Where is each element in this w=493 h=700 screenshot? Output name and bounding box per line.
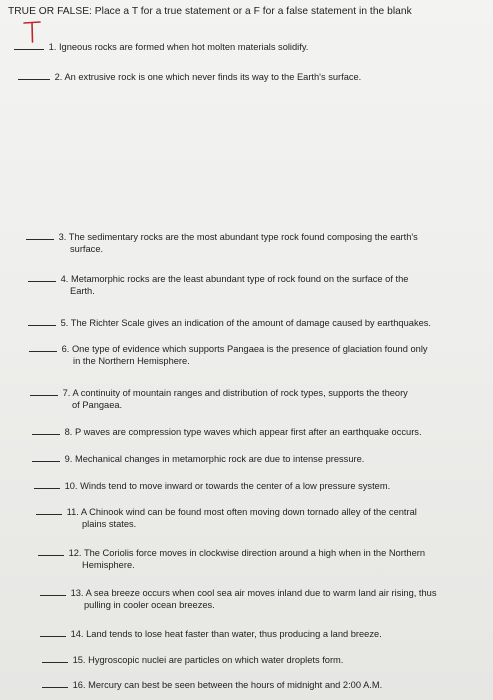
question-16-number: 16. bbox=[72, 680, 86, 690]
question-16 bbox=[42, 678, 382, 692]
question-11-text: A Chinook wind can be found most often moving down tornado alley of the central bbox=[80, 507, 417, 517]
question-13-text: A sea breeze occurs when cool sea air moves inland due to warm land air rising, thus bbox=[85, 588, 437, 598]
question-7-text: A continuity of mountain ranges and distribution of rock types, supports the theory bbox=[72, 388, 408, 398]
question-3-text: The sedimentary rocks are the most abundant type rock found composing the earth's bbox=[68, 232, 418, 242]
question-4-text-cont: Earth. bbox=[70, 285, 95, 296]
question-9-text: Mechanical changes in metamorphic rock are due to intense pressure. bbox=[74, 454, 365, 464]
answer-blank-11[interactable] bbox=[36, 505, 62, 515]
question-4-text: Metamorphic rocks are the least abundant type of rock found on the surface of the bbox=[70, 274, 409, 284]
question-11-text-cont: plains states. bbox=[82, 518, 137, 529]
question-12-number: 12. bbox=[68, 548, 82, 558]
question-5-text: The Richter Scale gives an indication of the amount of damage caused by earthquakes. bbox=[70, 318, 431, 328]
question-6 bbox=[29, 342, 428, 367]
question-5 bbox=[28, 316, 431, 330]
question-11-number: 11. bbox=[66, 507, 79, 517]
question-5-number: 5. bbox=[60, 318, 69, 328]
question-7-number: 7. bbox=[62, 388, 71, 398]
answer-blank-12[interactable] bbox=[38, 546, 64, 556]
question-14-text: Land tends to lose heat faster than water, thus producing a land breeze. bbox=[86, 629, 382, 639]
answer-blank-10[interactable] bbox=[34, 479, 60, 489]
question-9 bbox=[32, 452, 364, 466]
question-4-number: 4. bbox=[60, 274, 69, 284]
answer-blank-6[interactable] bbox=[29, 342, 57, 352]
question-6-text: One type of evidence which supports Pangaea is the presence of glaciation found only bbox=[71, 344, 428, 354]
answer-blank-13[interactable] bbox=[40, 586, 66, 596]
question-13 bbox=[40, 586, 437, 611]
answer-blank-7[interactable] bbox=[30, 386, 58, 396]
answer-blank-14[interactable] bbox=[40, 627, 66, 637]
question-9-number: 9. bbox=[64, 454, 73, 464]
answer-blank-2[interactable] bbox=[18, 70, 50, 80]
answer-blank-3[interactable] bbox=[26, 230, 54, 240]
question-3-text-cont: surface. bbox=[70, 243, 104, 254]
question-10 bbox=[34, 479, 390, 493]
question-8 bbox=[32, 425, 422, 439]
question-15-number: 15. bbox=[72, 655, 86, 665]
question-14 bbox=[40, 627, 382, 641]
answer-blank-9[interactable] bbox=[32, 452, 60, 462]
question-2 bbox=[18, 70, 361, 84]
answer-blank-1[interactable] bbox=[14, 40, 44, 50]
question-6-number: 6. bbox=[61, 344, 70, 354]
question-7 bbox=[30, 386, 408, 411]
answer-blank-16[interactable] bbox=[42, 678, 68, 688]
question-6-text-cont: in the Northern Hemisphere. bbox=[73, 355, 190, 366]
question-16-text: Mercury can best be seen between the hours of midnight and 2:00 A.M. bbox=[88, 680, 383, 690]
answer-blank-15[interactable] bbox=[42, 653, 68, 663]
question-10-text: Winds tend to move inward or towards the center of a low pressure system. bbox=[80, 481, 391, 491]
question-2-number: 2. bbox=[54, 72, 63, 82]
question-14-number: 14. bbox=[70, 629, 84, 639]
question-1-number: 1. bbox=[48, 42, 57, 52]
question-12-text-cont: Hemisphere. bbox=[82, 559, 135, 570]
question-13-number: 13. bbox=[70, 588, 84, 598]
question-8-text: P waves are compression type waves which appear first after an earthquake occurs. bbox=[74, 427, 422, 437]
question-15 bbox=[42, 653, 343, 667]
question-13-text-cont: pulling in cooler ocean breezes. bbox=[84, 599, 215, 610]
question-4 bbox=[28, 272, 408, 297]
question-12-text: The Coriolis force moves in clockwise direction around a high when in the Northern bbox=[83, 548, 426, 558]
question-11 bbox=[36, 505, 417, 530]
answer-blank-5[interactable] bbox=[28, 316, 56, 326]
question-2-text: An extrusive rock is one which never finds its way to the Earth's surface. bbox=[64, 72, 362, 82]
answer-blank-8[interactable] bbox=[32, 425, 60, 435]
question-10-number: 10. bbox=[64, 481, 78, 491]
question-1 bbox=[14, 40, 308, 54]
question-12 bbox=[38, 546, 425, 571]
question-15-text: Hygroscopic nuclei are particles on which water droplets form. bbox=[88, 655, 344, 665]
question-3-number: 3. bbox=[58, 232, 67, 242]
question-1-text: Igneous rocks are formed when hot molten materials solidify. bbox=[58, 42, 309, 52]
question-8-number: 8. bbox=[64, 427, 73, 437]
worksheet-title: TRUE OR FALSE: Place a T for a true statement or a F for a false statement in the blank bbox=[8, 6, 412, 17]
answer-blank-4[interactable] bbox=[28, 272, 56, 282]
question-7-text-cont: of Pangaea. bbox=[72, 399, 123, 410]
question-3 bbox=[26, 230, 418, 255]
